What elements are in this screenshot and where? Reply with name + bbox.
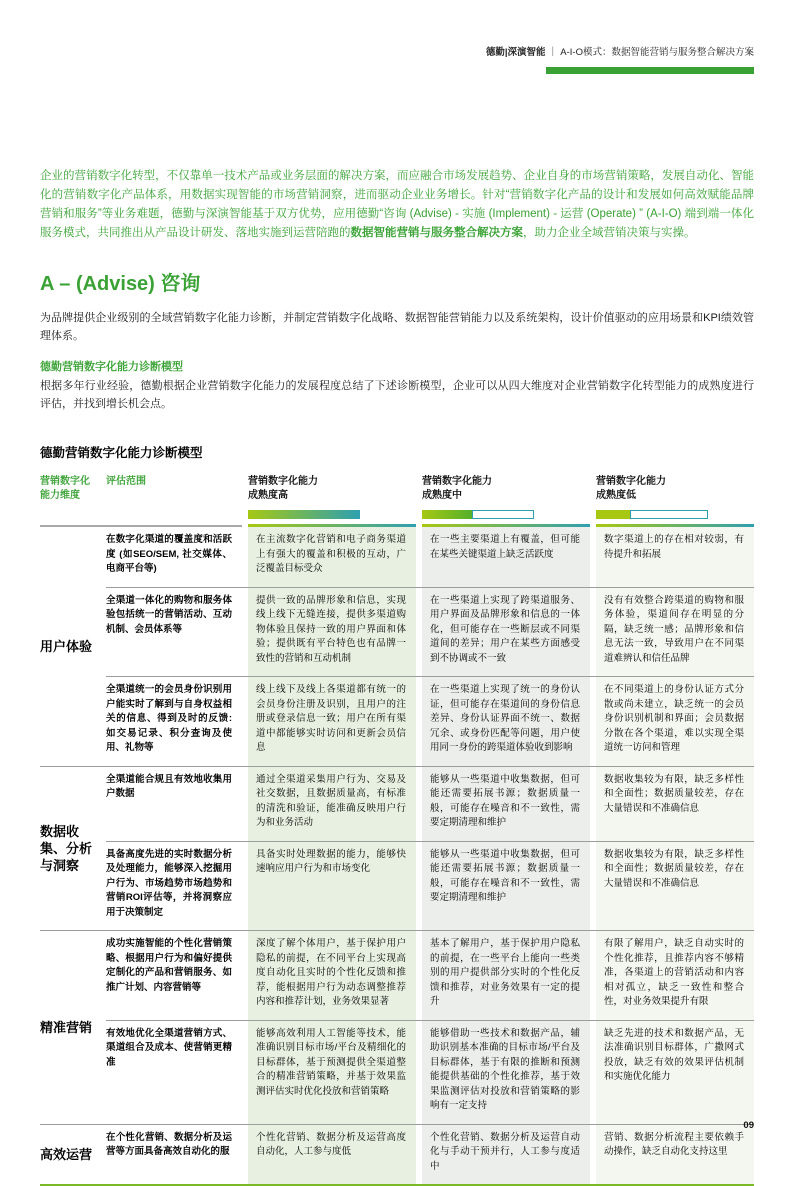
maturity-bar-high	[248, 510, 360, 519]
doc-header	[40, 44, 754, 58]
header-subtitle: A-I-O模式：数据智能营销与服务整合解决方案	[560, 47, 754, 58]
table-row	[106, 1125, 754, 1185]
page-number: 09	[743, 1120, 754, 1131]
scope-cell: 具备高度先进的实时数据分析及处理能力，能够深入挖掘用户行为、市场趋势市场趋势和营销ROI评估等，并将洞察应用于决策制定	[106, 848, 232, 918]
maturity-mid-cell: 在一些主要渠道上有覆盖，但可能在某些关键渠道上缺乏活跃度	[422, 527, 590, 587]
intro-paragraph	[40, 167, 754, 243]
dimension-label: 用户体验	[40, 638, 93, 654]
maturity-mid-cell: 基本了解用户，基于保护用户隐私的前提，在一些平台上能向一些类别的用户提供部分实时的个性化反馈和推荐，对业务效果有一定的提升	[422, 931, 590, 1020]
table-block-precision-marketing	[40, 930, 754, 1124]
maturity-low-cell: 营销、数据分析流程主要依赖手动操作，缺乏自动化支持这里	[596, 1125, 754, 1185]
diagnosis-model-subheading: 德勤营销数字化能力诊断模型	[40, 361, 183, 373]
maturity-low-cell: 数字渠道上的存在相对较弱，有待提升和拓展	[596, 527, 754, 587]
maturity-mid-cell: 能够从一些渠道中收集数据，但可能还需要拓展书源；数据质量一般，可能存在噪音和不一致性，需要定期清理和维护	[422, 842, 590, 931]
dimension-label: 数据收集、分析与洞察	[40, 823, 93, 873]
maturity-mid-cell: 能够从一些渠道中收集数据，但可能还需要拓展书源；数据质量一般，可能存在噪音和不一致性，需要定期清理和维护	[422, 767, 590, 841]
maturity-low-cell: 数据收集较为有限，缺乏多样性和全面性；数据质量较差，存在大量错误和不准确信息	[596, 842, 754, 931]
intro-bold-phrase: 数据智能营销与服务整合解决方案	[350, 227, 523, 239]
brand-name: 德勤|深演智能	[485, 47, 546, 58]
scope-cell: 全渠道一体化的购物和服务体验包括统一的营销活动、互动机制、会员体系等	[106, 594, 232, 635]
maturity-high-cell: 在主流数字化营销和电子商务渠道上有强大的覆盖和积极的互动，广泛覆盖目标受众	[248, 527, 416, 587]
table-block-efficient-operation	[40, 1124, 754, 1185]
intro-text: 企业的营销数字化转型，不仅靠单一技术产品或业务层面的解决方案，而应融合市场发展趋势、企业自身的市场营销策略，发展自动化、智能化的营销数字化产品体系，用数据实现智能的市场营销洞察，进而驱动企业业务增长。针对“营销数字化产品的设计和发展如何高效赋能品牌营销和服务”等业务难题，德勤与深演智能基于双方优势，应用德勤“咨询 (Advise) - 实施 (Implement) - 运营 (Operate) ” (A-I-O) 端到端一体化服务模式，共同推出从产品设计研发、落地实施到运营陪跑的	[40, 170, 754, 239]
maturity-mid-cell: 在一些渠道上实现了统一的身份认证，但可能存在渠道间的身份信息差异、身份认证界面不统一、数据冗余、或身份匹配等问题，用户使用同一身份的跨渠道体验收到影响	[422, 677, 590, 766]
table-header-row	[40, 475, 754, 519]
header-divider: ｜	[548, 47, 558, 58]
maturity-high-cell: 线上线下及线上各渠道都有统一的会员身份注册及识别，且用户的注册或登录信息一致；用户在所有渠道中都能够实时访问和更新会员信息	[248, 677, 416, 766]
maturity-bar-low-empty	[630, 510, 708, 519]
maturity-low-cell: 缺乏先进的技术和数据产品，无法准确识别目标群体，广撒网式投放，缺乏有效的效果评估机制和实施优化能力	[596, 1021, 754, 1124]
maturity-low-cell: 没有有效整合跨渠道的购物和服务体验，渠道间存在明显的分隔，缺乏统一感；品牌形象和信息无法一致，导致用户在不同渠道难辨认和信任品牌	[596, 588, 754, 677]
maturity-high-cell: 能够高效利用人工智能等技术，能准确识别目标市场/平台及精细化的目标群体，基于预测提供全渠道整合的精准营销策略，并基于效果监测评估实时优化投放和营销策略	[248, 1021, 416, 1124]
column-header-maturity-low: 营销数字化能力 成熟度低	[596, 475, 754, 519]
table-title: 德勤营销数字化能力诊断模型	[40, 446, 203, 460]
maturity-high-cell: 深度了解个体用户，基于保护用户隐私的前提，在不同平台上实现高度自动化且实时的个性化反馈和推荐，能根据用户行为动态调整推荐内容和推荐计划，业务效果显著	[248, 931, 416, 1020]
diagnosis-model-paragraph: 根据多年行业经验，德勤根据企业营销数字化能力的发展程度总结了下述诊断模型，企业可以从四大维度对企业营销数字化转型能力的成熟度进行评估，并找到增长机会点。	[40, 380, 754, 410]
scope-cell: 全渠道能合规且有效地收集用户数据	[106, 773, 232, 799]
maturity-bar-low-fill	[596, 510, 630, 519]
table-body	[40, 527, 754, 1186]
maturity-high-cell: 提供一致的品牌形象和信息，实现线上线下无缝连接，提供多渠道购物体验且保持一致的用户界面和体验；提供既有平台特色也有品牌一致性的营销和互动机制	[248, 588, 416, 677]
maturity-high-cell: 通过全渠道采集用户行为、交易及社交数据，且数据质量高，有标准的清洗和验证，能准确反映用户行为和业务活动	[248, 767, 416, 841]
column-header-scope: 评估范围	[106, 476, 146, 487]
maturity-bar-mid	[422, 510, 534, 519]
column-header-maturity-high: 营销数字化能力 成熟度高	[248, 475, 416, 519]
scope-cell: 成功实施智能的个性化营销策略、根据用户行为和偏好提供定制化的产品和营销服务、如推广计划、内容营销等	[106, 938, 232, 993]
dimension-label: 精准营销	[40, 1019, 93, 1035]
section-heading-advise: A – (Advise) 咨询	[40, 273, 201, 295]
maturity-mid-cell: 个性化营销、数据分析及运营自动化与手动干预并行，人工参与度适中	[422, 1125, 590, 1185]
maturity-low-cell: 有限了解用户，缺乏自动实时的个性化推荐，且推荐内容不够精准，各渠道上的营销活动和内容相对孤立，缺乏一致性和整合性，对业务效果提升有限	[596, 931, 754, 1020]
document-page	[0, 44, 794, 1172]
scope-cell: 在个性化营销、数据分析及运营等方面具备高效自动化的服	[106, 1131, 232, 1157]
maturity-high-cell: 具备实时处理数据的能力，能够快速响应用户行为和市场变化	[248, 842, 416, 931]
table-row	[106, 1020, 754, 1124]
header-green-rule	[546, 67, 754, 74]
table-row	[106, 841, 754, 931]
maturity-mid-cell: 在一些渠道上实现了跨渠道服务、用户界面及品牌形象和信息的一体化，但可能存在一些断层或不同渠道间的差异；用户在某些方面感受到不协调或不一致	[422, 588, 590, 677]
table-row	[106, 676, 754, 766]
scope-cell: 在数字化渠道的覆盖度和活跃度 (如SEO/SEM, 社交媒体、电商平台等)	[106, 534, 232, 574]
table-row	[106, 527, 754, 587]
table-block-user-experience	[40, 527, 754, 766]
maturity-bar-mid-fill	[422, 510, 472, 519]
maturity-low-cell: 数据收集较为有限，缺乏多样性和全面性；数据质量较差，存在大量错误和不准确信息	[596, 767, 754, 841]
column-header-dimension: 营销数字化 能力维度	[40, 476, 90, 501]
dimension-label: 高效运营	[40, 1146, 93, 1162]
maturity-bar-low	[596, 510, 708, 519]
advise-paragraph: 为品牌提供企业级别的全域营销数字化能力诊断，并制定营销数字化战略、数据智能营销能力以及系统架构，设计价值驱动的应用场景和KPI绩效管理体系。	[40, 312, 754, 342]
intro-text-after: ，助力企业全域营销决策与实操。	[523, 227, 696, 239]
table-row	[106, 767, 754, 841]
table-row	[106, 931, 754, 1020]
maturity-low-cell: 在不同渠道上的身份认证方式分散或尚未建立，缺乏统一的会员身份识别机制和界面；会员数据分散在各个渠道，难以实现全渠道统一访问和管理	[596, 677, 754, 766]
scope-cell: 全渠道统一的会员身份识别用户能实时了解到与自身权益相关的信息、得到及时的反馈: 如交易记录、积分查询及使用、礼物等	[106, 684, 232, 753]
maturity-high-cell: 个性化营销、数据分析及运营高度自动化，人工参与度低	[248, 1125, 416, 1185]
maturity-mid-cell: 能够借助一些技术和数据产品，辅助识别基本准确的目标市场/平台及目标群体，基于有限的推断和预测能提供基础的个性化推荐，基于效果监测评估对投放和营销策略的影响有一定支持	[422, 1021, 590, 1124]
maturity-bar-high-fill	[248, 510, 360, 519]
scope-cell: 有效地优化全渠道营销方式、渠道组合及成本、使营销更精准	[106, 1027, 232, 1068]
table-row	[106, 587, 754, 677]
table-block-data-insight	[40, 766, 754, 931]
column-header-maturity-mid: 营销数字化能力 成熟度中	[422, 475, 590, 519]
maturity-bar-mid-empty	[472, 510, 534, 519]
